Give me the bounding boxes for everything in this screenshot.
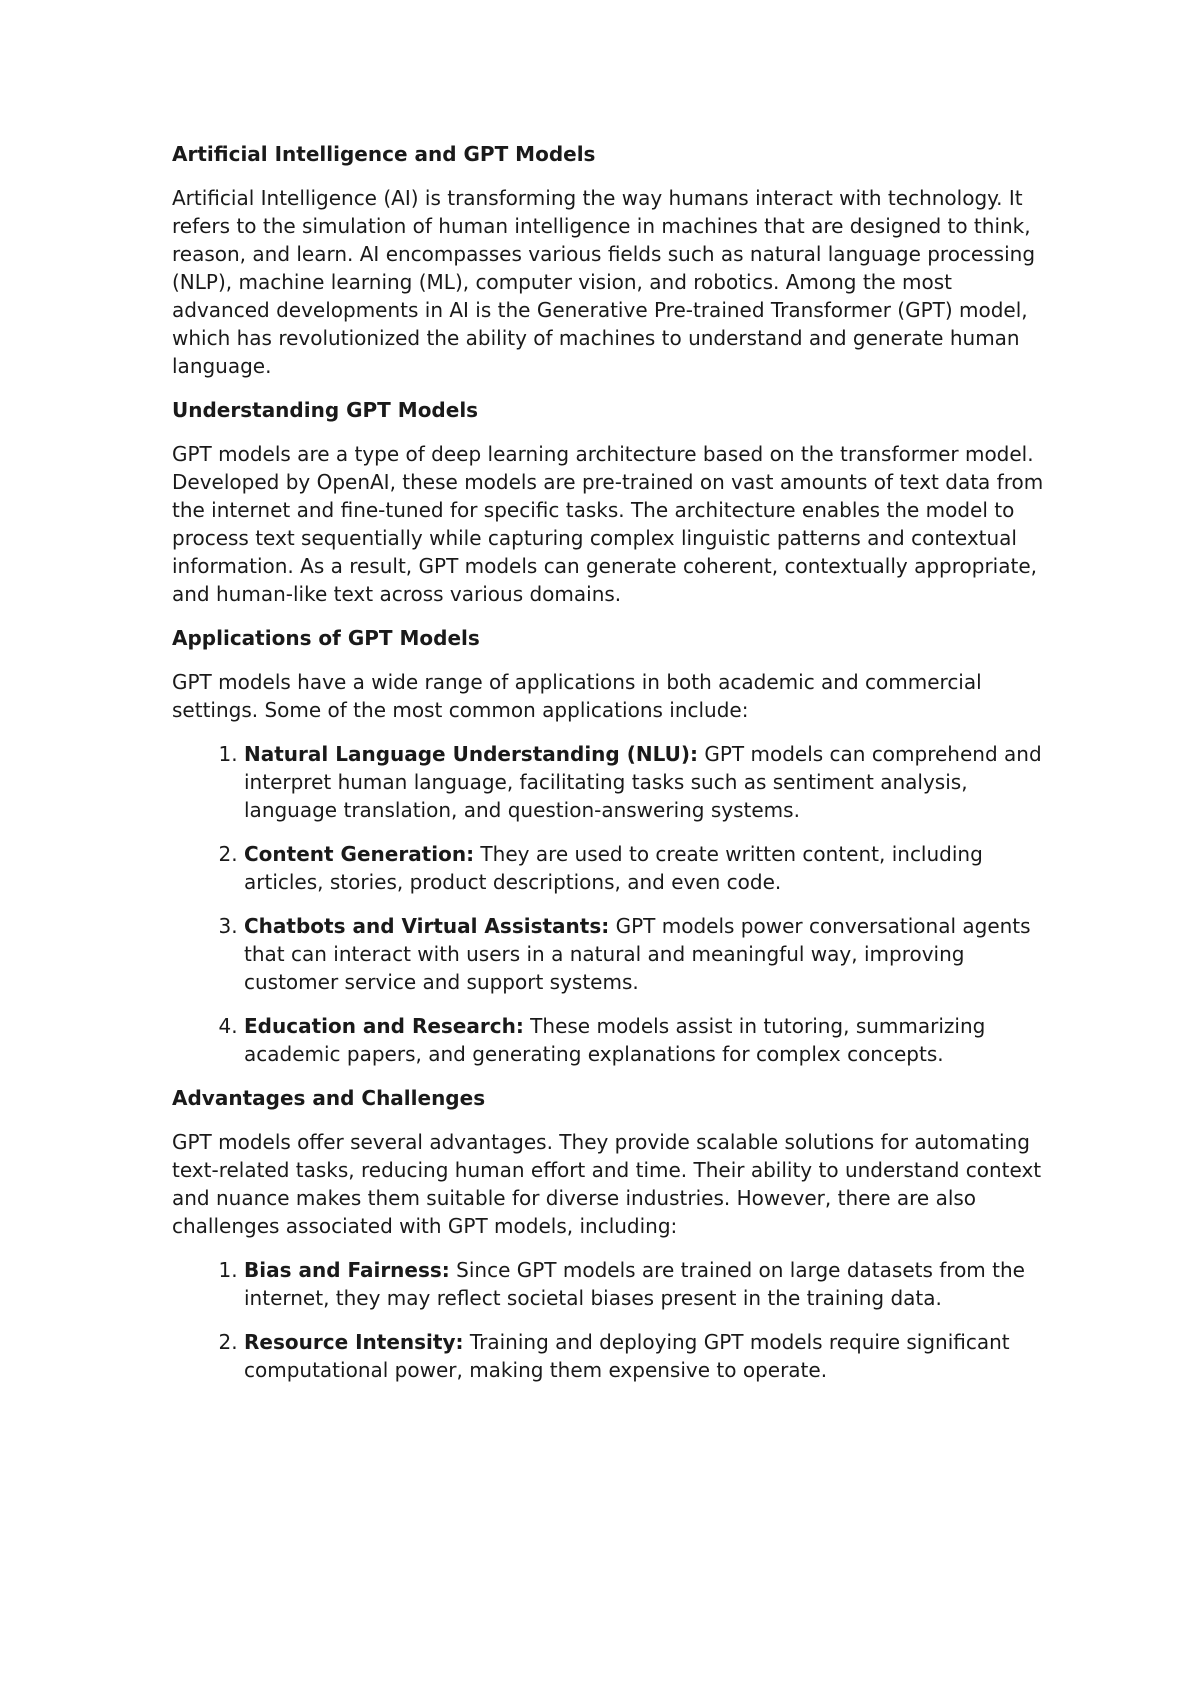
list-item-text: Since GPT models are trained on large datasets from the internet, they may reflect societal biases present in the training data. (244, 1258, 1025, 1310)
list-item (244, 840, 1052, 896)
list-item (244, 912, 1052, 996)
paragraph: GPT models are a type of deep learning architecture based on the transformer model. Developed by OpenAI, these models are pre-trained on vast amounts of text data from the internet and fine-tuned for specific tasks. The architecture enables the model to process text sequentially while capturing complex linguistic patterns and contextual information. As a result, GPT models can generate coherent, contextually appropriate, and human-like text across various domains. (172, 442, 1044, 606)
list-item-text: They are used to create written content, including articles, stories, product descriptions, and even code. (244, 842, 983, 894)
list-item-text: These models assist in tutoring, summarizing academic papers, and generating explanations for complex concepts. (244, 1014, 986, 1066)
list-item-text: GPT models power conversational agents that can interact with users in a natural and meaningful way, improving customer service and support systems. (244, 914, 1031, 994)
section-heading: Advantages and Challenges (172, 1086, 486, 1110)
list-item-text: GPT models can comprehend and interpret human language, facilitating tasks such as sentiment analysis, language translation, and question-answering systems. (244, 742, 1042, 822)
section-heading: Applications of GPT Models (172, 626, 480, 650)
paragraph: Artificial Intelligence (AI) is transforming the way humans interact with technology. It refers to the simulation of human intelligence in machines that are designed to think, reason, and learn. AI encompasses various fields such as natural language processing (NLP), machine learning (ML), computer vision, and robotics. Among the most advanced developments in AI is the Generative Pre-trained Transformer (GPT) model, which has revolutionized the ability of machines to understand and generate human language. (172, 186, 1036, 378)
challenges-list (172, 1256, 1052, 1384)
section-heading: Understanding GPT Models (172, 398, 479, 422)
list-item (244, 1328, 1052, 1384)
list-item (244, 1256, 1052, 1312)
section-heading: Artificial Intelligence and GPT Models (172, 142, 596, 166)
list-item-term: Content Generation: (244, 842, 475, 866)
paragraph: GPT models have a wide range of applications in both academic and commercial settings. Some of the most common applications include: (172, 670, 982, 722)
list-item-term: Chatbots and Virtual Assistants: (244, 914, 610, 938)
list-item (244, 1012, 1052, 1068)
list-item-term: Resource Intensity: (244, 1330, 464, 1354)
list-item (244, 740, 1052, 824)
list-item-text: Training and deploying GPT models require significant computational power, making them expensive to operate. (244, 1330, 1010, 1382)
list-item-term: Natural Language Understanding (NLU): (244, 742, 698, 766)
paragraph: GPT models offer several advantages. They provide scalable solutions for automating text-related tasks, reducing human effort and time. Their ability to understand context and nuance makes them suitable for diverse industries. However, there are also challenges associated with GPT models, including: (172, 1130, 1042, 1238)
applications-list (172, 740, 1052, 1068)
document-page (172, 140, 1052, 1400)
list-item-term: Bias and Fairness: (244, 1258, 450, 1282)
list-item-term: Education and Research: (244, 1014, 524, 1038)
